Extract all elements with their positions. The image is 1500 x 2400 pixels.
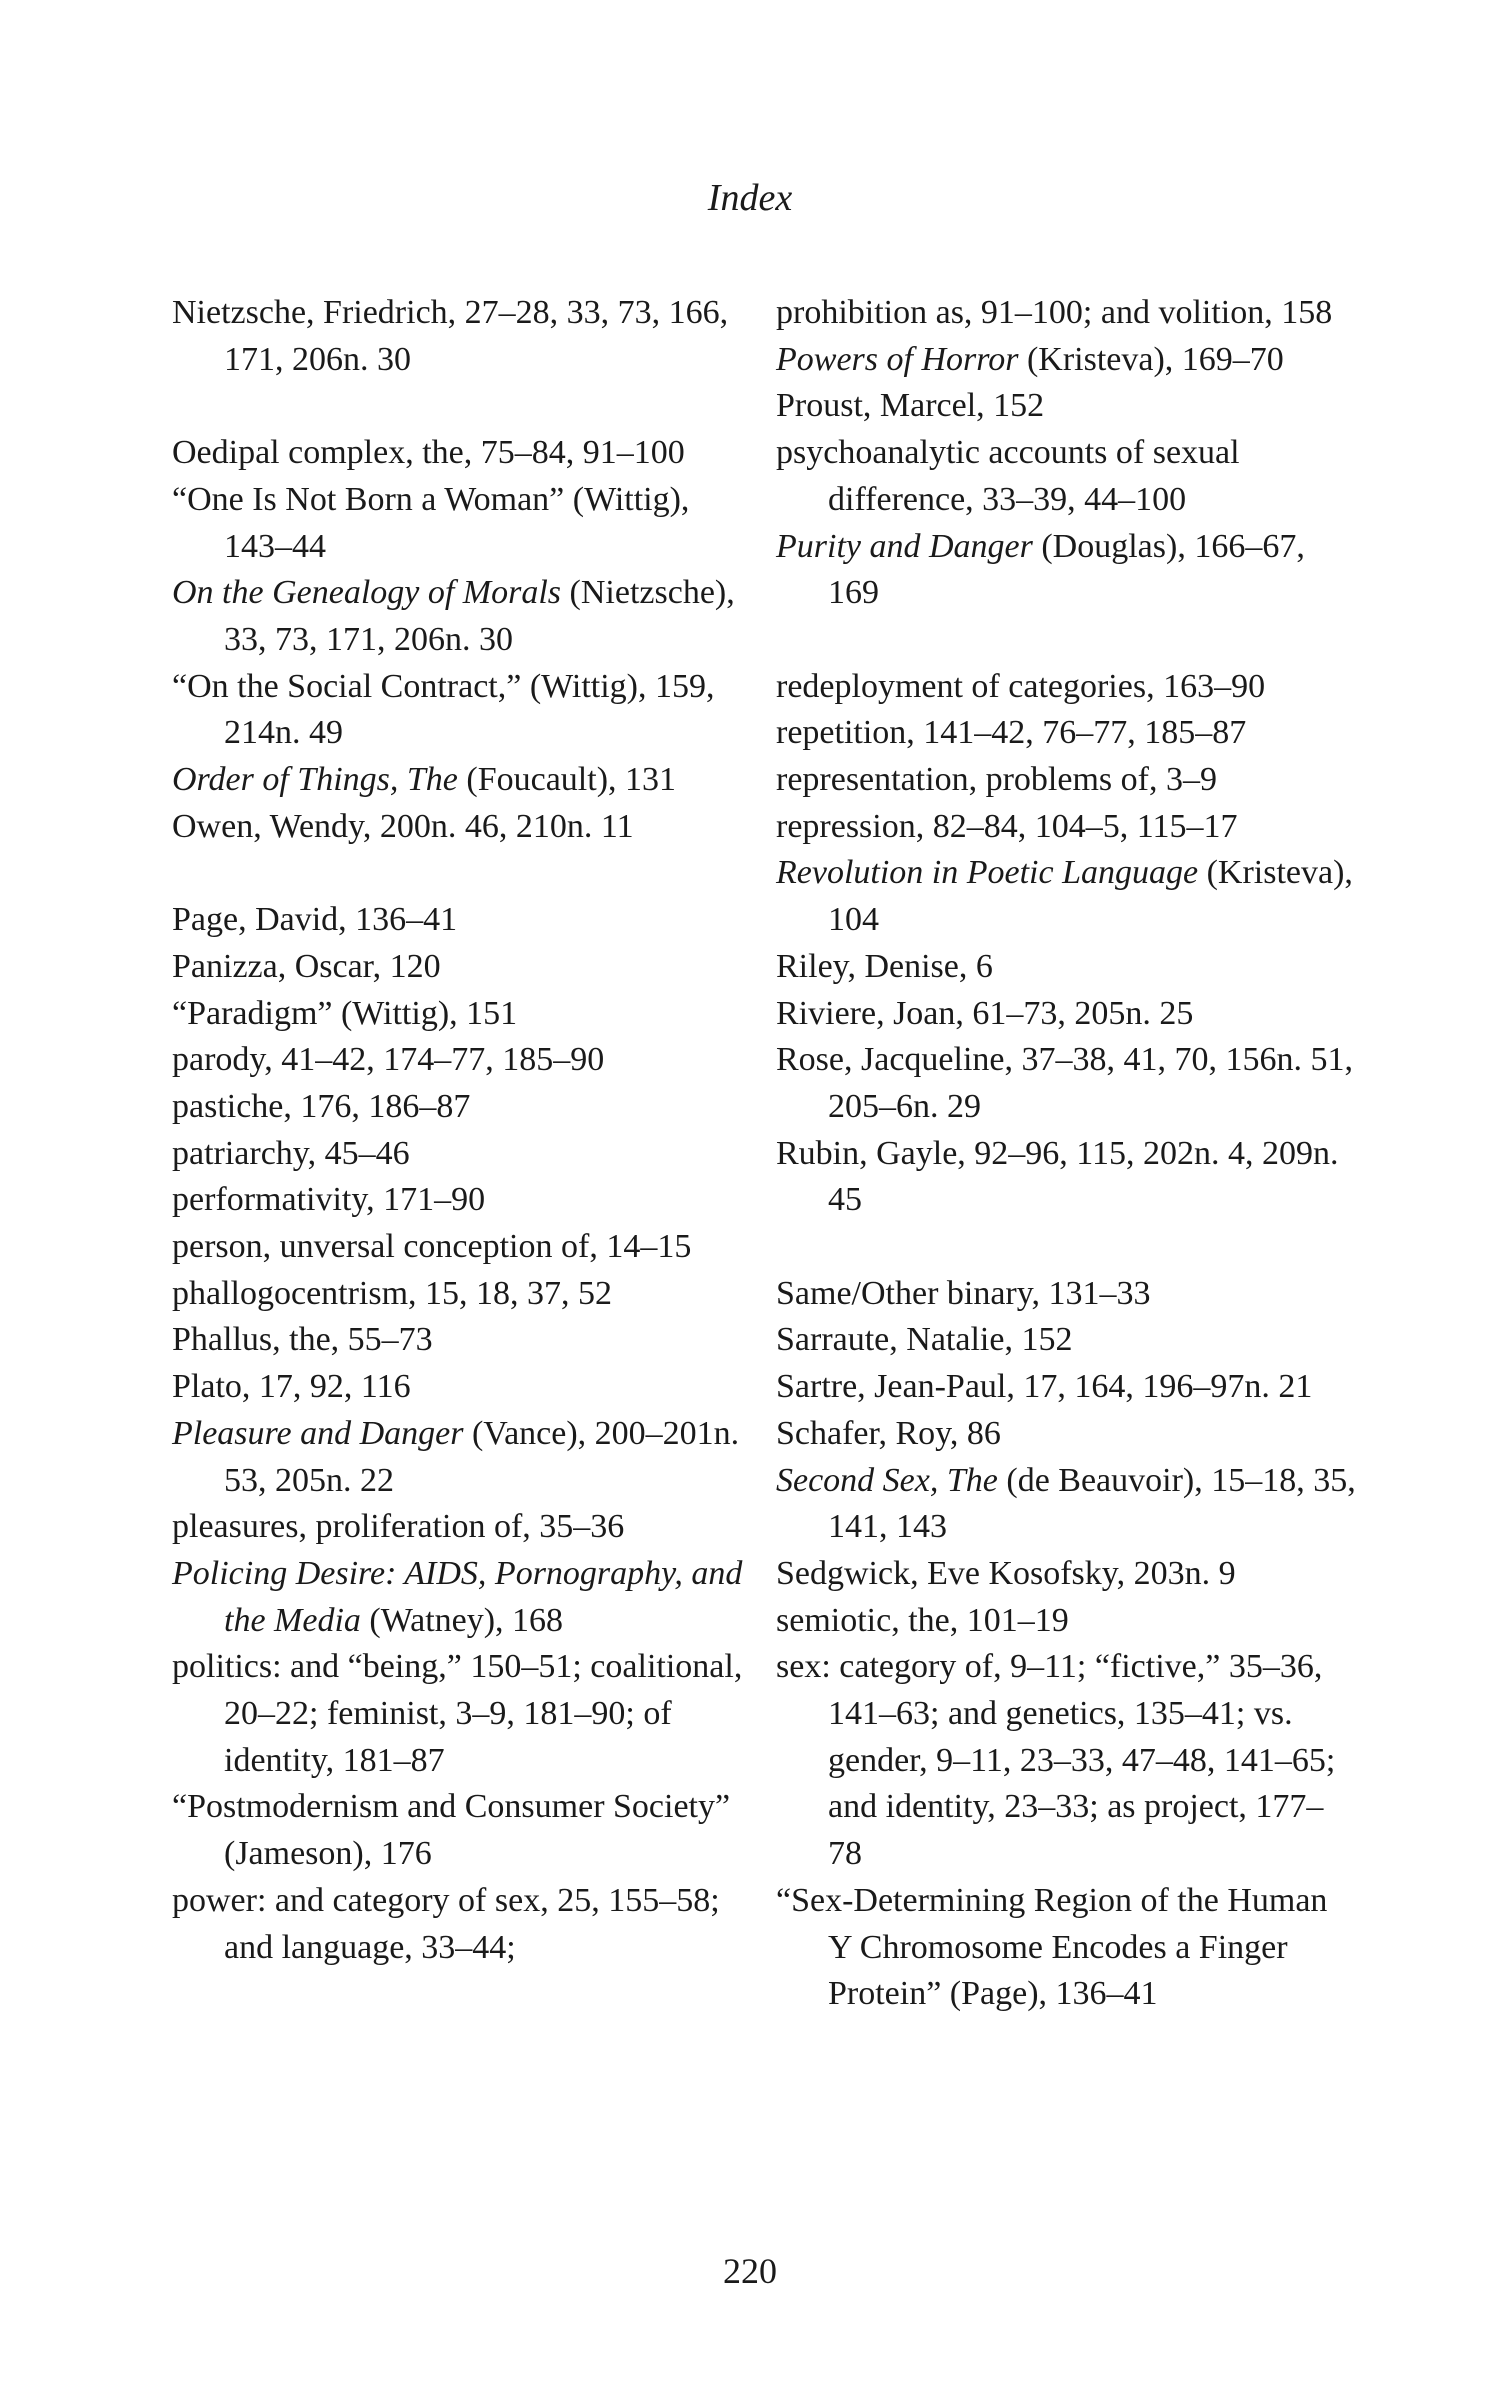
index-entry [172,1784,752,1877]
index-entry [776,1644,1356,1878]
entry-text: (Watney), 168 [360,1601,564,1639]
entry-text: (Douglas), 166–67, 169 [828,527,1305,612]
entry-text: (Vance), 200–201n. 53, 205n. 22 [224,1414,740,1499]
entry-text: phallogocentrism, 15, 18, 37, 52 [172,1274,613,1312]
entry-text: Same/Other binary, 131–33 [776,1274,1151,1312]
index-entry [172,757,752,804]
entry-text: Nietzsche, Friedrich, 27–28, 33, 73, 166, 171, 206n. 30 [172,294,729,378]
index-entry [172,430,752,477]
entry-title-italic: Second Sex, The [776,1461,998,1499]
index-entry [776,1551,1356,1598]
entry-text: sex: category of, 9–11; “fictive,” 35–36, 141–63; and genetics, 135–41; vs. gender, 9–11, 23–33, 47–48, 141–65; and identity, 23–33; as project, 177–78 [776,1648,1336,1873]
entry-text: Schafer, Roy, 86 [776,1414,1001,1452]
index-entry [172,1551,752,1644]
index-entry [776,337,1356,384]
entry-title-italic: Revolution in Poetic Language [776,854,1199,892]
index-entry [172,1411,752,1504]
entry-text: “Postmodernism and Consumer Society” (Jameson), 176 [172,1788,731,1873]
entry-title-italic: On the Genealogy of Morals [172,574,562,612]
entry-text: pleasures, proliferation of, 35–36 [172,1508,625,1546]
index-entry [776,1271,1356,1318]
index-entry [776,1131,1356,1224]
entry-text: Riley, Denise, 6 [776,947,993,985]
index-entry [172,1317,752,1364]
index-entry [172,1364,752,1411]
entry-text: prohibition as, 91–100; and volition, 158 [776,294,1333,331]
entry-text: Phallus, the, 55–73 [172,1321,433,1359]
index-entry [172,897,752,944]
page-title: Index [707,177,793,219]
index-entry [776,850,1356,943]
entry-text: “One Is Not Born a Woman” (Wittig), 143–44 [172,480,690,565]
entry-text: Proust, Marcel, 152 [776,387,1045,425]
entry-text: repression, 82–84, 104–5, 115–17 [776,807,1238,845]
entry-text: Sartre, Jean-Paul, 17, 164, 196–97n. 21 [776,1368,1313,1406]
index-entry [776,1598,1356,1645]
index-entry [172,1131,752,1178]
entry-text: semiotic, the, 101–19 [776,1601,1069,1639]
entry-text: Oedipal complex, the, 75–84, 91–100 [172,434,685,472]
entry-text: redeployment of categories, 163–90 [776,667,1266,705]
entry-text: Page, David, 136–41 [172,901,458,939]
index-entry [776,991,1356,1038]
index-entry [172,1878,752,1971]
entry-text: performativity, 171–90 [172,1181,486,1219]
index-entry [776,757,1356,804]
index-entry [776,1411,1356,1458]
index-entry [776,1458,1356,1551]
index-entry [172,1084,752,1131]
entry-text: parody, 41–42, 174–77, 185–90 [172,1041,605,1079]
entry-text: “On the Social Contract,” (Wittig), 159, 214n. 49 [172,667,715,752]
entry-text: Riviere, Joan, 61–73, 205n. 25 [776,994,1194,1032]
index-entry [776,710,1356,757]
page-number: 220 [723,2251,777,2291]
entry-text: power: and category of sex, 25, 155–58; and language, 33–44; [172,1881,720,1966]
index-entry [172,944,752,991]
index-entry [776,1037,1356,1130]
entry-text: Sedgwick, Eve Kosofsky, 203n. 9 [776,1554,1236,1592]
entry-gap [776,617,1356,664]
index-entry [776,1364,1356,1411]
index-entry [172,290,752,383]
index-entry [172,804,752,851]
entry-gap [776,1224,1356,1271]
entry-text: person, unversal conception of, 14–15 [172,1228,692,1266]
index-entry [172,1271,752,1318]
entry-text: representation, problems of, 3–9 [776,761,1217,799]
entry-text: (Nietzsche), 33, 73, 171, 206n. 30 [224,574,735,658]
entry-gap [172,850,752,897]
entry-text: repetition, 141–42, 76–77, 185–87 [776,714,1247,752]
index-entry [172,570,752,663]
index-entry-continued [776,290,1356,337]
entry-title-italic: Order of Things, The [172,761,458,799]
entry-text: Rose, Jacqueline, 37–38, 41, 70, 156n. 51, 205–6n. 29 [776,1041,1353,1125]
entry-text: “Paradigm” (Wittig), 151 [172,994,518,1032]
entry-text: Owen, Wendy, 200n. 46, 210n. 11 [172,807,634,845]
index-entry [172,1224,752,1271]
entry-text: pastiche, 176, 186–87 [172,1087,471,1125]
entry-text: psychoanalytic accounts of sexual difference, 33–39, 44–100 [776,434,1240,518]
entry-text: (Kristeva), 169–70 [1018,340,1284,378]
entry-text: Plato, 17, 92, 116 [172,1368,411,1406]
entry-text: (Kristeva), 104 [828,854,1353,939]
index-entry [172,991,752,1038]
entry-title-italic: Purity and Danger [776,527,1033,565]
index-entry [776,664,1356,711]
entry-gap [172,383,752,430]
entry-title-italic: Powers of Horror [776,340,1019,378]
index-entry [172,1037,752,1084]
entry-text: Rubin, Gayle, 92–96, 115, 202n. 4, 209n. 45 [776,1134,1339,1219]
entry-title-italic: Policing Desire: AIDS, Pornography, and the Media [172,1554,743,1639]
index-entry [776,804,1356,851]
index-entry [776,524,1356,617]
entry-text: (Foucault), 131 [457,761,677,799]
entry-text: “Sex-Determining Region of the Human Y Chromosome Encodes a Finger Protein” (Page), 136–41 [776,1881,1328,2013]
index-entry [172,664,752,757]
entry-text: Panizza, Oscar, 120 [172,947,441,985]
entry-text: (de Beauvoir), 15–18, 35, 141, 143 [828,1461,1356,1546]
index-entry [172,1504,752,1551]
entry-text: Sarraute, Natalie, 152 [776,1321,1073,1359]
index-column-left [172,290,752,1971]
entry-text: politics: and “being,” 150–51; coalitional, 20–22; feminist, 3–9, 181–90; of identity, 181–87 [172,1648,743,1779]
index-entry [172,1644,752,1784]
index-entry [776,944,1356,991]
index-entry [776,430,1356,523]
index-entry [172,477,752,570]
entry-text: patriarchy, 45–46 [172,1134,410,1172]
entry-title-italic: Pleasure and Danger [172,1414,464,1452]
index-entry [776,1317,1356,1364]
index-column-right [776,290,1356,2018]
index-entry [776,383,1356,430]
index-entry [776,1878,1356,2018]
index-entry [172,1177,752,1224]
